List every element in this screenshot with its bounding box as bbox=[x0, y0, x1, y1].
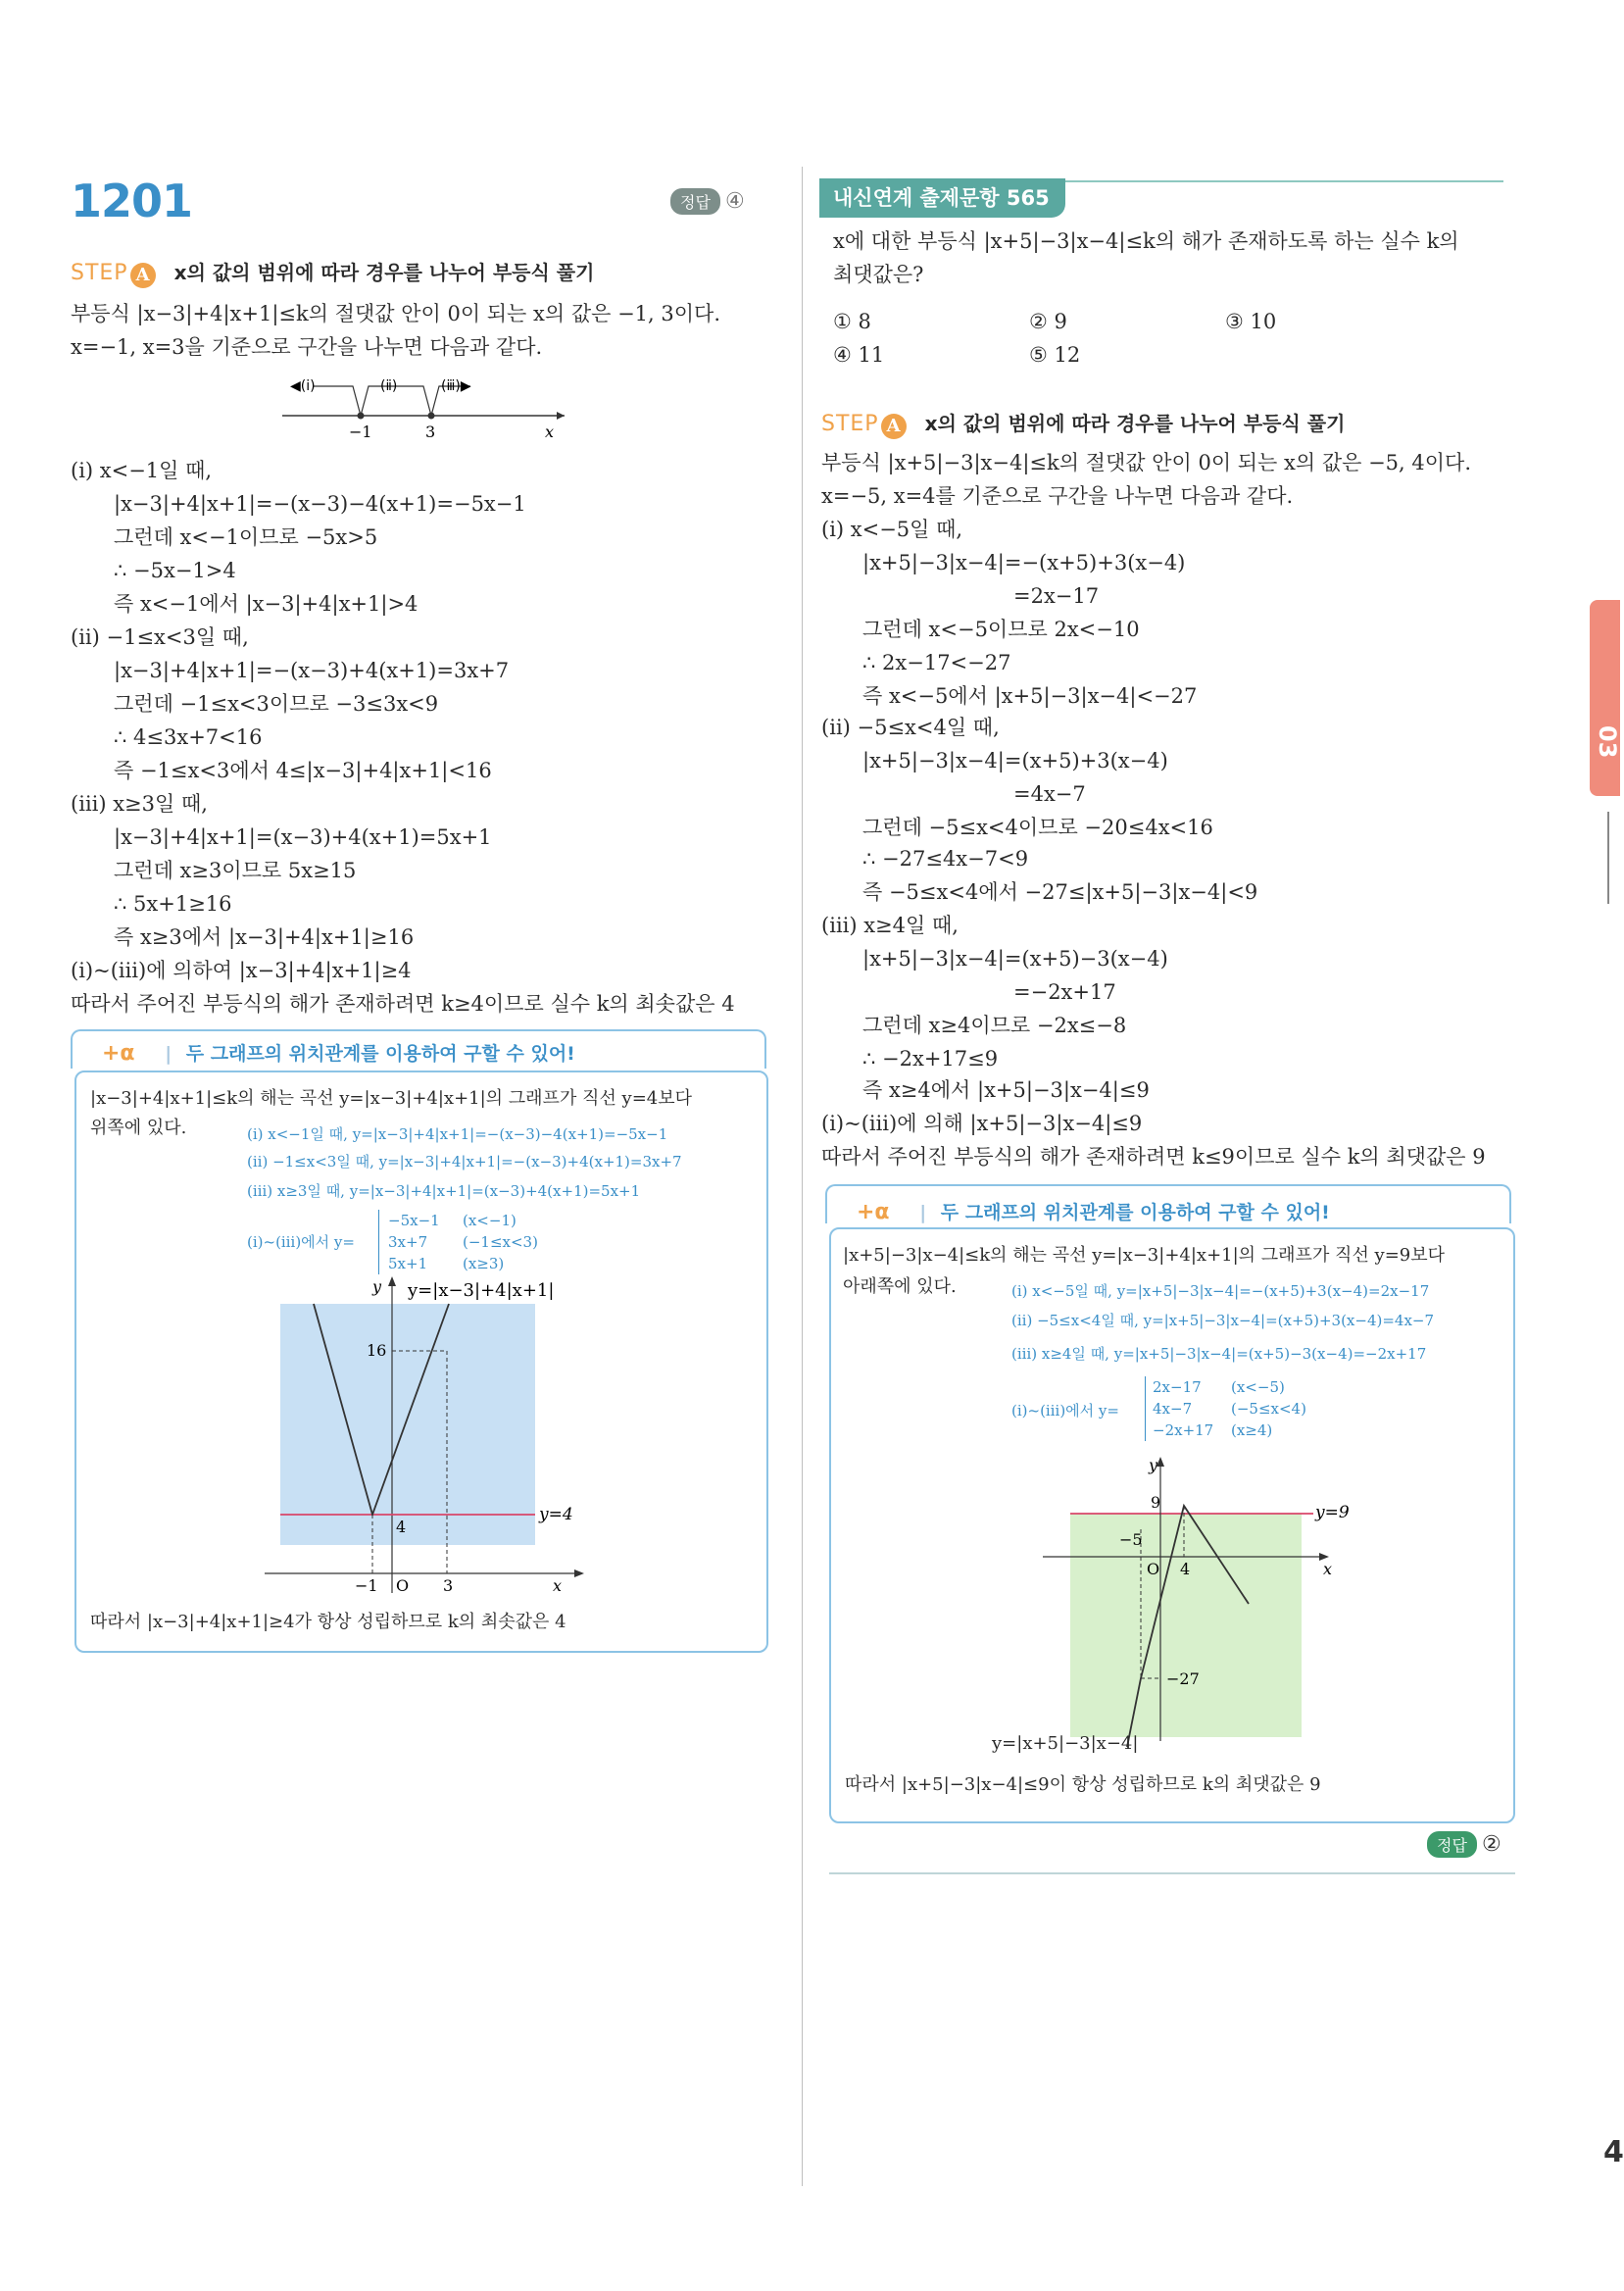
box-case: (ⅰ) x<−5일 때, y=|x+5|−3|x−4|=−(x+5)+3(x−4)=2x−17 bbox=[1011, 1282, 1430, 1300]
question-line: x에 대한 부등식 |x+5|−3|x−4|≤k의 해가 존재하도록 하는 실수 k의 bbox=[833, 229, 1459, 253]
step-heading bbox=[821, 408, 1345, 439]
box-case: (ⅲ) x≥4일 때, y=|x+5|−3|x−4|=(x+5)−3(x−4)=−2x+17 bbox=[1011, 1345, 1427, 1363]
case-line: ∴ −2x+17≤9 bbox=[862, 1047, 999, 1071]
piecewise-expr: 3x+7 bbox=[388, 1233, 428, 1251]
axis-label-y: y bbox=[1149, 1456, 1158, 1474]
tick-label: 9 bbox=[1151, 1493, 1161, 1512]
step-title: x의 값의 범위에 따라 경우를 나누어 부등식 풀기 bbox=[173, 261, 595, 284]
case-line: (ⅰ) x<−1일 때, bbox=[71, 459, 213, 482]
graph-left bbox=[265, 1274, 598, 1598]
box-case: (ⅱ) −5≤x<4일 때, y=|x+5|−3|x−4|=(x+5)+3(x−4)=4x−7 bbox=[1011, 1312, 1435, 1329]
box-case: (ⅰ) x<−1일 때, y=|x−3|+4|x+1|=−(x−3)−4(x+1)=−5x−1 bbox=[247, 1125, 668, 1143]
step-label: STEP bbox=[71, 261, 128, 285]
case-line: =4x−7 bbox=[1013, 782, 1086, 806]
tick-label: −1 bbox=[355, 1576, 378, 1595]
case-line: |x−3|+4|x+1|=−(x−3)+4(x+1)=3x+7 bbox=[114, 659, 510, 682]
case-line: ∴ 5x+1≥16 bbox=[114, 892, 232, 916]
intro-line: x=−5, x=4를 기준으로 구간을 나누면 다음과 같다. bbox=[821, 484, 1294, 508]
case-line: |x−3|+4|x+1|=−(x−3)−4(x+1)=−5x−1 bbox=[114, 492, 526, 516]
case-line: |x−3|+4|x+1|=(x−3)+4(x+1)=5x+1 bbox=[114, 825, 492, 849]
piecewise-cond: (−5≤x<4) bbox=[1231, 1400, 1306, 1418]
choice-3[interactable]: ③ 10 bbox=[1225, 310, 1277, 333]
case-line: (ⅲ) x≥3일 때, bbox=[71, 792, 208, 816]
case-line: =2x−17 bbox=[1013, 584, 1100, 608]
page-number: 4 bbox=[1603, 2135, 1624, 2169]
plus-alpha-icon: +α bbox=[857, 1200, 890, 1224]
answer-value: ② bbox=[1482, 1832, 1501, 1857]
case-line: 그런데 −1≤x<3이므로 −3≤3x<9 bbox=[114, 692, 439, 716]
plus-alpha-title: +α | 두 그래프의 위치관계를 이용하여 구할 수 있어! bbox=[857, 1200, 1330, 1224]
axis-label-x: x bbox=[1323, 1560, 1333, 1578]
box-text: |x+5|−3|x−4|≤k의 해는 곡선 y=|x−3|+4|x+1|의 그래프가 직선 y=9보다 bbox=[843, 1245, 1446, 1266]
end-rule bbox=[829, 1872, 1515, 1874]
step-badge: A bbox=[130, 263, 156, 288]
axis-label: x bbox=[545, 423, 555, 441]
case-line: ∴ −27≤4x−7<9 bbox=[862, 847, 1029, 871]
interval-label-ii: (ⅱ) bbox=[380, 378, 398, 394]
axis-label-x: x bbox=[553, 1576, 563, 1595]
box-text: 위쪽에 있다. bbox=[90, 1118, 187, 1138]
conclusion-line: 따라서 주어진 부등식의 해가 존재하려면 k≤9이므로 실수 k의 최댓값은 9 bbox=[821, 1145, 1486, 1169]
line-label: y=9 bbox=[1315, 1503, 1350, 1522]
piecewise-cond: (−1≤x<3) bbox=[463, 1233, 538, 1251]
chapter-tab bbox=[1590, 600, 1620, 796]
piecewise-cond: (x≥4) bbox=[1231, 1421, 1273, 1439]
tick-label: 4 bbox=[1180, 1560, 1191, 1578]
chapter-tab-number: 03 bbox=[1594, 725, 1621, 759]
answer-value: ④ bbox=[725, 189, 745, 214]
step-heading bbox=[71, 257, 594, 288]
case-line: |x+5|−3|x−4|=(x+5)+3(x−4) bbox=[862, 749, 1168, 772]
case-line: 그런데 x<−5이므로 2x<−10 bbox=[862, 618, 1140, 641]
axis-label-y: y bbox=[372, 1277, 382, 1296]
number-line bbox=[274, 373, 568, 441]
linked-problem-header: 내신연계 출제문항 565 bbox=[819, 178, 1065, 218]
piecewise-expr: 2x−17 bbox=[1153, 1378, 1202, 1396]
case-line: 그런데 x<−1이므로 −5x>5 bbox=[114, 525, 378, 549]
box-case: (ⅲ) x≥3일 때, y=|x−3|+4|x+1|=(x−3)+4(x+1)=5x+1 bbox=[247, 1182, 641, 1200]
case-line: (ⅲ) x≥4일 때, bbox=[821, 914, 959, 937]
case-line: 즉 x<−1에서 |x−3|+4|x+1|>4 bbox=[114, 592, 418, 616]
column-divider bbox=[802, 167, 803, 2186]
answer-label: 정답 bbox=[1427, 1831, 1477, 1858]
piecewise-expr: 4x−7 bbox=[1153, 1400, 1193, 1418]
case-line: (ⅱ) −1≤x<3일 때, bbox=[71, 625, 249, 649]
box-conclusion: 따라서 |x−3|+4|x+1|≥4가 항상 성립하므로 k의 최솟값은 4 bbox=[90, 1612, 566, 1632]
function-label: y=|x−3|+4|x+1| bbox=[408, 1280, 555, 1301]
case-line: ∴ 4≤3x+7<16 bbox=[114, 725, 263, 749]
box-conclusion: 따라서 |x+5|−3|x−4|≤9이 항상 성립하므로 k의 최댓값은 9 bbox=[845, 1774, 1321, 1795]
piecewise-expr: 5x+1 bbox=[388, 1255, 428, 1272]
origin-label: O bbox=[396, 1576, 410, 1595]
intro-line: 부등식 |x+5|−3|x−4|≤k의 절댓값 안이 0이 되는 x의 값은 −5, 4이다. bbox=[821, 451, 1471, 474]
case-line: 그런데 x≥3이므로 5x≥15 bbox=[114, 859, 357, 882]
question-line: 최댓값은? bbox=[833, 263, 924, 286]
piecewise-brace bbox=[1145, 1376, 1152, 1441]
choice-5[interactable]: ⑤ 12 bbox=[1029, 343, 1081, 367]
tick-label: 16 bbox=[367, 1341, 387, 1360]
function-label: y=|x+5|−3|x−4| bbox=[992, 1733, 1139, 1754]
piecewise-cond: (x<−1) bbox=[463, 1212, 517, 1229]
choice-1[interactable]: ① 8 bbox=[833, 310, 871, 333]
piecewise-brace bbox=[378, 1210, 385, 1274]
piecewise-expr: −2x+17 bbox=[1153, 1421, 1214, 1439]
answer-indicator bbox=[670, 188, 745, 215]
intro-line: 부등식 |x−3|+4|x+1|≤k의 절댓값 안이 0이 되는 x의 값은 −1, 3이다. bbox=[71, 302, 720, 325]
line-label: y=4 bbox=[539, 1505, 573, 1524]
answer-label: 정답 bbox=[670, 188, 720, 215]
tick-label: −1 bbox=[349, 423, 372, 441]
problem-number: 1201 bbox=[71, 174, 193, 227]
interval-label-iii: (ⅲ)▶ bbox=[441, 378, 471, 394]
choice-2[interactable]: ② 9 bbox=[1029, 310, 1067, 333]
box-text: |x−3|+4|x+1|≤k의 해는 곡선 y=|x−3|+4|x+1|의 그래프가 직선 y=4보다 bbox=[90, 1088, 693, 1109]
case-line: 그런데 x≥4이므로 −2x≤−8 bbox=[862, 1014, 1127, 1037]
case-line: ∴ 2x−17<−27 bbox=[862, 651, 1011, 674]
step-label: STEP bbox=[821, 412, 879, 436]
case-line: 즉 −5≤x<4에서 −27≤|x+5|−3|x−4|<9 bbox=[862, 880, 1258, 904]
case-line: 즉 x<−5에서 |x+5|−3|x−4|<−27 bbox=[862, 684, 1198, 708]
plus-alpha-heading: 두 그래프의 위치관계를 이용하여 구할 수 있어! bbox=[940, 1202, 1330, 1223]
tick-label: 3 bbox=[443, 1576, 454, 1595]
plus-alpha-heading: 두 그래프의 위치관계를 이용하여 구할 수 있어! bbox=[185, 1043, 575, 1065]
step-badge: A bbox=[881, 414, 907, 439]
tick-label: −27 bbox=[1166, 1669, 1200, 1688]
piecewise-prefix: (ⅰ)~(ⅲ)에서 y= bbox=[247, 1233, 355, 1251]
step-title: x의 값의 범위에 따라 경우를 나누어 부등식 풀기 bbox=[924, 412, 1346, 435]
case-line: |x+5|−3|x−4|=(x+5)−3(x−4) bbox=[862, 947, 1168, 971]
box-case: (ⅱ) −1≤x<3일 때, y=|x−3|+4|x+1|=−(x−3)+4(x+1)=3x+7 bbox=[247, 1153, 682, 1170]
tick-label: 3 bbox=[425, 423, 436, 441]
graph-right bbox=[1039, 1447, 1392, 1751]
case-line: =−2x+17 bbox=[1013, 980, 1116, 1004]
choice-4[interactable]: ④ 11 bbox=[833, 343, 885, 367]
interval-label-i: ◀(ⅰ) bbox=[290, 378, 316, 394]
tick-label: 4 bbox=[396, 1518, 407, 1536]
case-line: (ⅰ) x<−5일 때, bbox=[821, 518, 963, 541]
tab-tick bbox=[1607, 812, 1609, 904]
case-line: (ⅰ)~(ⅲ)에 의해 |x+5|−3|x−4|≤9 bbox=[821, 1112, 1143, 1135]
box-text: 아래쪽에 있다. bbox=[843, 1276, 957, 1297]
case-line: (ⅰ)~(ⅲ)에 의하여 |x−3|+4|x+1|≥4 bbox=[71, 959, 412, 982]
piecewise-expr: −5x−1 bbox=[388, 1212, 440, 1229]
plus-alpha-title: +α | 두 그래프의 위치관계를 이용하여 구할 수 있어! bbox=[102, 1041, 575, 1066]
conclusion-line: 따라서 주어진 부등식의 해가 존재하려면 k≥4이므로 실수 k의 최솟값은 4 bbox=[71, 992, 735, 1016]
case-line: 즉 x≥3에서 |x−3|+4|x+1|≥16 bbox=[114, 925, 415, 949]
tick-label: −5 bbox=[1119, 1530, 1143, 1549]
origin-label: O bbox=[1147, 1560, 1160, 1578]
case-line: ∴ −5x−1>4 bbox=[114, 559, 236, 582]
case-line: (ⅱ) −5≤x<4일 때, bbox=[821, 716, 1000, 739]
case-line: 즉 −1≤x<3에서 4≤|x−3|+4|x+1|<16 bbox=[114, 759, 492, 782]
case-line: |x+5|−3|x−4|=−(x+5)+3(x−4) bbox=[862, 551, 1186, 574]
piecewise-cond: (x<−5) bbox=[1231, 1378, 1285, 1396]
piecewise-prefix: (ⅰ)~(ⅲ)에서 y= bbox=[1011, 1402, 1119, 1419]
answer-indicator bbox=[1427, 1831, 1501, 1858]
case-line: 즉 x≥4에서 |x+5|−3|x−4|≤9 bbox=[862, 1078, 1150, 1102]
piecewise-cond: (x≥3) bbox=[463, 1255, 505, 1272]
plus-alpha-icon: +α bbox=[102, 1041, 135, 1066]
case-line: 그런데 −5≤x<4이므로 −20≤4x<16 bbox=[862, 816, 1213, 839]
intro-line: x=−1, x=3을 기준으로 구간을 나누면 다음과 같다. bbox=[71, 335, 543, 359]
